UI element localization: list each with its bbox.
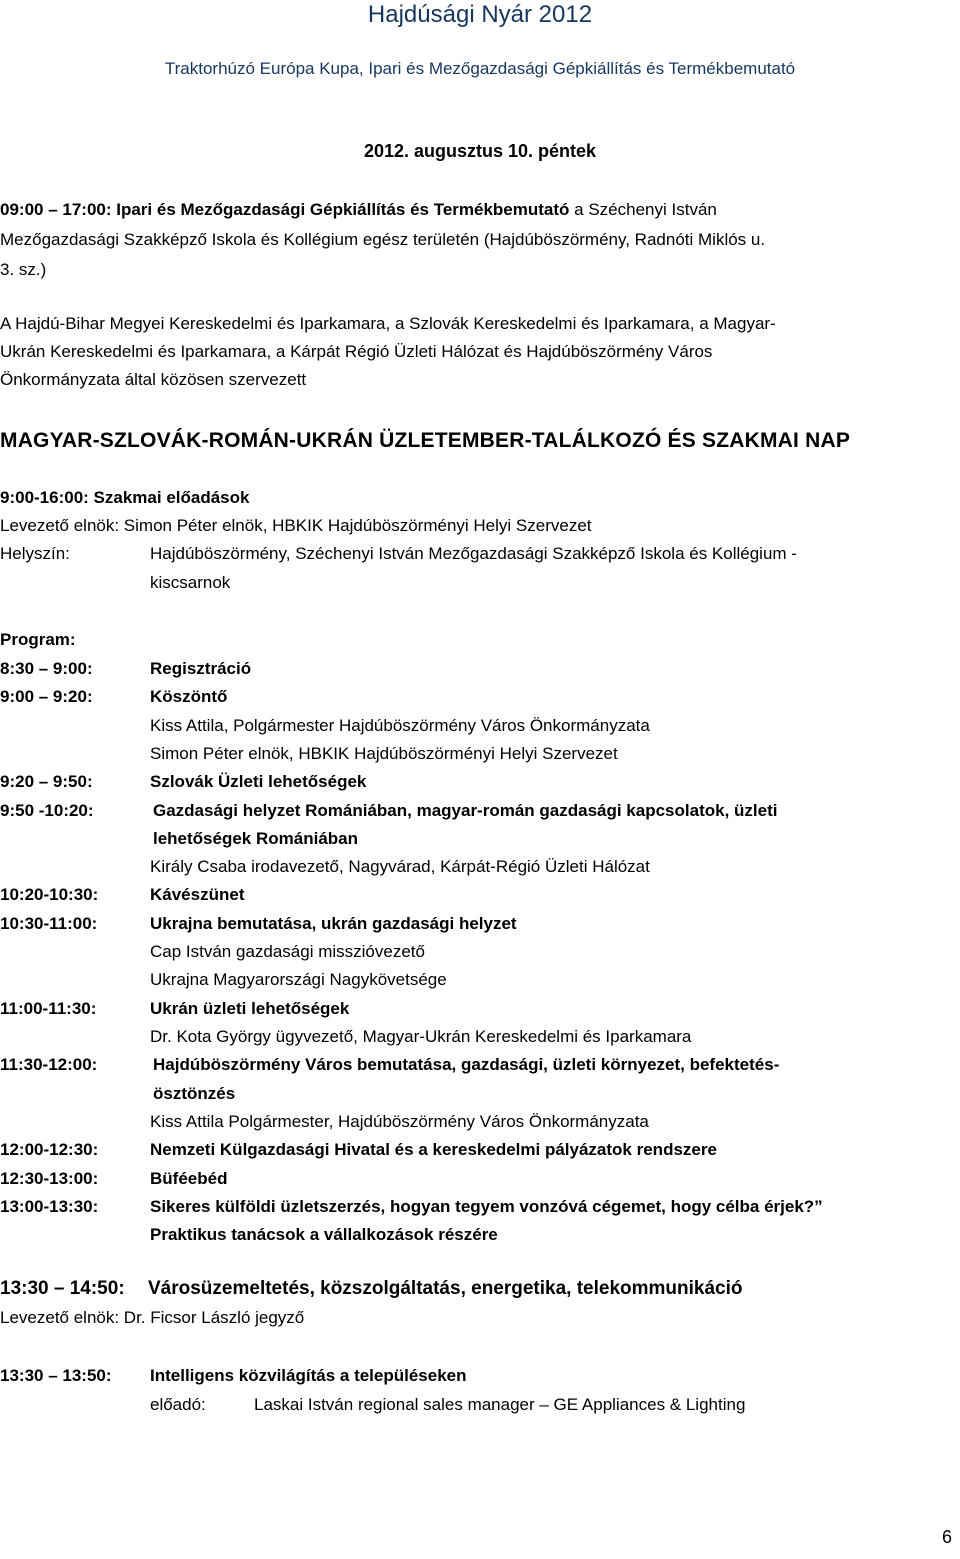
- session2-chair: Levezető elnök: Dr. Ficsor László jegyző: [0, 1308, 305, 1327]
- exhibition-line-3: 3. sz.): [0, 260, 47, 279]
- talk-title: Intelligens közvilágítás a településeken: [150, 1366, 467, 1385]
- header-subtitle: Traktorhúzó Európa Kupa, Ipari és Mezőgazdasági Gépkiállítás és Termékbemutató: [164, 59, 796, 78]
- program-speaker: Simon Péter elnök, HBKIK Hajdúböszörményi Helyi Szervezet: [150, 744, 618, 763]
- program-time: 13:00-13:30:: [0, 1197, 99, 1216]
- venue-label: Helyszín:: [0, 544, 70, 563]
- speaker-label: előadó:: [150, 1395, 206, 1414]
- program-title: Sikeres külföldi üzletszerzés, hogyan tegyem vonzóvá cégemet, hogy célba érjek?”: [150, 1197, 823, 1216]
- organizers-line-2: Ukrán Kereskedelmi és Iparkamara, a Kárpát Régió Üzleti Hálózat és Hajdúböszörmény Város: [0, 342, 713, 361]
- talk-time: 13:30 – 13:50:: [0, 1366, 112, 1385]
- program-time: 12:30-13:00:: [0, 1169, 99, 1188]
- program-speaker: Kiss Attila, Polgármester Hajdúböszörmény Város Önkormányzata: [150, 716, 650, 735]
- program-title: Szlovák Üzleti lehetőségek: [150, 772, 367, 791]
- program-title: Nemzeti Külgazdasági Hivatal és a kereskedelmi pályázatok rendszere: [150, 1140, 717, 1159]
- program-title: Hajdúböszörmény Város bemutatása, gazdasági, üzleti környezet, befektetés-: [153, 1055, 780, 1074]
- program-time: 10:20-10:30:: [0, 885, 99, 904]
- program-speaker: Kiss Attila Polgármester, Hajdúböszörmény Város Önkormányzata: [150, 1112, 649, 1131]
- program-title: Regisztráció: [150, 659, 252, 678]
- program-label: Program:: [0, 630, 76, 649]
- session2-title: Városüzemeltetés, közszolgáltatás, energetika, telekommunikáció: [148, 1278, 743, 1299]
- event-date: 2012. augusztus 10. péntek: [363, 141, 597, 161]
- session1-chair: Levezető elnök: Simon Péter elnök, HBKIK Hajdúböszörményi Helyi Szervezet: [0, 516, 592, 535]
- organizers-line-3: Önkormányzata által közösen szervezett: [0, 370, 307, 389]
- program-title: Ukrán üzleti lehetőségek: [150, 999, 350, 1018]
- session2-time: 13:30 – 14:50:: [0, 1278, 125, 1299]
- program-time: 8:30 – 9:00:: [0, 659, 93, 678]
- venue-value-cont: kiscsarnok: [150, 573, 231, 592]
- exhibition-line-1: [0, 196, 955, 224]
- program-time: 11:30-12:00:: [0, 1055, 98, 1074]
- session1-title: 9:00-16:00: Szakmai előadások: [0, 488, 250, 507]
- program-speaker: Király Csaba irodavezető, Nagyvárad, Kárpát-Régió Üzleti Hálózat: [150, 857, 650, 876]
- program-title: Kávészünet: [150, 885, 245, 904]
- program-time: 9:20 – 9:50:: [0, 772, 93, 791]
- exhibition-title: 09:00 – 17:00: Ipari és Mezőgazdasági Gépkiállítás és Termékbemutató: [0, 200, 570, 219]
- program-time: 10:30-11:00:: [0, 914, 98, 933]
- page-number: 6: [941, 1527, 952, 1547]
- exhibition-line-2: Mezőgazdasági Szakképző Iskola és Kollégium egész területén (Hajdúböszörmény, Radnóti Miklós u.: [0, 230, 766, 249]
- exhibition-location-start: a Széchenyi István: [569, 200, 717, 219]
- header-title: Hajdúsági Nyár 2012: [367, 1, 593, 28]
- speaker-name: Laskai István regional sales manager – GE Appliances & Lighting: [254, 1395, 746, 1414]
- organizers-line-1: A Hajdú-Bihar Megyei Kereskedelmi és Iparkamara, a Szlovák Kereskedelmi és Iparkamara, a Magyar-: [0, 314, 776, 333]
- program-time: 9:00 – 9:20:: [0, 687, 93, 706]
- event-title: MAGYAR-SZLOVÁK-ROMÁN-UKRÁN ÜZLETEMBER-TALÁLKOZÓ ÉS SZAKMAI NAP: [0, 429, 851, 452]
- program-title: Büféebéd: [150, 1169, 228, 1188]
- program-title: Köszöntő: [150, 687, 228, 706]
- program-title-cont: lehetőségek Romániában: [153, 829, 359, 848]
- program-speaker: Ukrajna Magyarországi Nagykövetsége: [150, 970, 447, 989]
- program-title-cont: Praktikus tanácsok a vállalkozások részére: [150, 1225, 498, 1244]
- venue-value: Hajdúböszörmény, Széchenyi István Mezőgazdasági Szakképző Iskola és Kollégium -: [150, 544, 797, 563]
- program-title-cont: ösztönzés: [153, 1084, 236, 1103]
- program-speaker: Dr. Kota György ügyvezető, Magyar-Ukrán Kereskedelmi és Iparkamara: [150, 1027, 692, 1046]
- program-time: 12:00-12:30:: [0, 1140, 99, 1159]
- program-time: 11:00-11:30:: [0, 999, 97, 1018]
- program-speaker: Cap István gazdasági misszióvezető: [150, 942, 425, 961]
- program-time: 9:50 -10:20:: [0, 801, 94, 820]
- program-title: Gazdasági helyzet Romániában, magyar-román gazdasági kapcsolatok, üzleti: [153, 801, 778, 820]
- program-title: Ukrajna bemutatása, ukrán gazdasági helyzet: [150, 914, 517, 933]
